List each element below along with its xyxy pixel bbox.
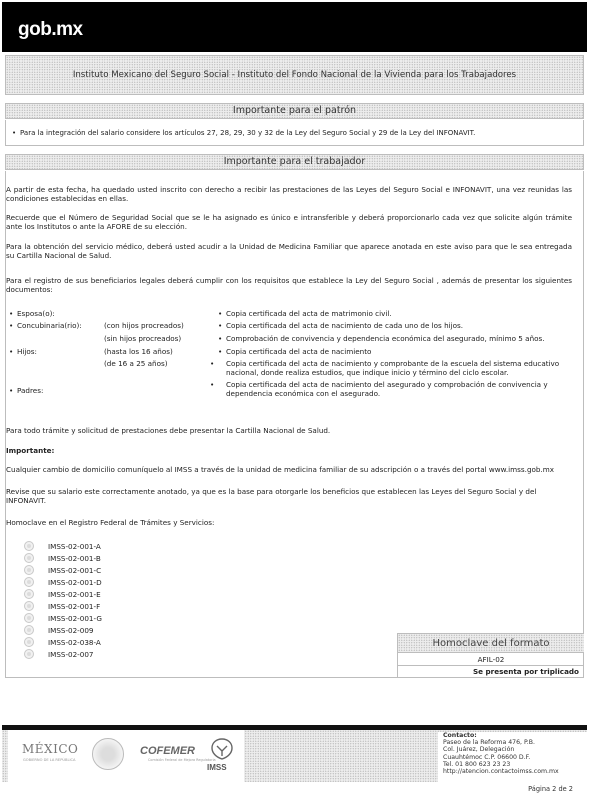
contact-block [438, 732, 587, 782]
code-item: IMSS-02-001-G [24, 613, 102, 623]
seal-icon [24, 541, 34, 551]
footer-logos [8, 730, 244, 782]
seal-icon [24, 601, 34, 611]
contact-link[interactable]: http://atencion.contactoimss.com.mx [443, 768, 559, 776]
seal-icon [24, 565, 34, 575]
worker-paragraph-1: A partir de esta fecha, ha quedado usted inscrito con derecho a recibir las prestaciones de las Leyes del Seguro Social e INFONAVIT, una vez reunidas las condiciones establecidas en ellas. [6, 185, 572, 204]
code-item: IMSS-02-009 [24, 625, 94, 635]
gobmx-logo[interactable]: gob.mx [18, 19, 83, 40]
document-item: • Copia certificada del acta de nacimiento y comprobante de la escuela del sistema educativo nacional, donde realiza estudios, que indique inicio y término del ciclo escolar. [218, 359, 568, 377]
header-bar [2, 2, 587, 52]
contact-address: Paseo de la Reforma 476, P.B. [443, 739, 535, 747]
document-item: • Comprobación de convivencia y dependencia económica del asegurado, mínimo 5 años. [218, 334, 545, 343]
document-item: • Copia certificada del acta de matrimonio civil. [218, 309, 392, 318]
contact-address: Col. Juárez, Delegación [443, 746, 515, 754]
worker-paragraph-5: Para todo trámite y solicitud de prestaciones debe presentar la Cartilla Nacional de Salud. [6, 426, 331, 435]
mexico-logo: MÉXICO [22, 742, 79, 756]
code-item: IMSS-02-001-E [24, 589, 101, 599]
beneficiary-spouse: • Esposa(o): [9, 309, 55, 318]
page-number: Página 2 de 2 [528, 785, 573, 793]
employer-section [5, 120, 584, 146]
format-key-code: AFIL-02 [398, 653, 584, 666]
beneficiary-partner: • Concubinaria(rio): [9, 321, 82, 330]
institution-name: Instituto Mexicano del Seguro Social - Instituto del Fondo Nacional de la Vivienda para los Trabajadores [72, 70, 517, 80]
important-label: Importante: [6, 446, 55, 455]
format-key-box [397, 633, 584, 678]
mexico-logo-subtitle: GOBIERNO DE LA REPÚBLICA [23, 758, 76, 762]
children-up-to-16: (hasta los 16 años) [104, 347, 173, 356]
seal-icon [24, 649, 34, 659]
worker-paragraph-8: Homoclave en el Registro Federal de Trámites y Servicios: [6, 518, 215, 527]
document-item: • Copia certificada del acta de nacimiento del asegurado y comprobación de convivencia y dependencia económica con el asegurado. [218, 380, 568, 398]
worker-paragraph-3: Para la obtención del servicio médico, deberá usted acudir a la Unidad de Medicina Familiar que aparece anotada en este aviso para que le sea entregada su Cartilla Nacional de Salud. [6, 242, 572, 261]
employer-item: • Para la integración del salario considere los artículos 27, 28, 29, 30 y 32 de la Ley del Seguro Social y 29 de la Ley del INFONAVIT. [12, 129, 475, 138]
beneficiary-children: • Hijos: [9, 347, 37, 356]
institution-banner [5, 55, 584, 95]
code-item: IMSS-02-001-B [24, 553, 101, 563]
seal-icon [24, 577, 34, 587]
code-item: IMSS-02-001-D [24, 577, 102, 587]
section-worker-title [5, 154, 584, 170]
code-item: IMSS-02-038-A [24, 637, 101, 647]
seal-icon [24, 625, 34, 635]
cofemer-logo: COFEMER [140, 745, 195, 757]
seal-icon [24, 613, 34, 623]
partner-with-children: (con hijos procreados) [104, 321, 184, 330]
document-item: • Copia certificada del acta de nacimiento [218, 347, 371, 356]
worker-title-text: Importante para el trabajador [223, 156, 366, 167]
cofemer-logo-subtitle: Comisión Federal de Mejora Regulatoria [148, 758, 216, 762]
footer [2, 730, 587, 782]
contact-address: Cuauhtémoc C.P. 06600 D.F. [443, 753, 531, 761]
imss-logo: IMSS [207, 763, 227, 772]
national-seal-icon [92, 738, 124, 770]
worker-paragraph-7: Revise que su salario este correctamente anotado, ya que es la base para otorgarle los beneficios que establecen las Leyes del Seguro Social y del INFONAVIT. [6, 487, 537, 506]
worker-paragraph-2: Recuerde que el Número de Seguridad Social que se le ha asignado es único e intransferible y deberá proporcionarlo cada vez que solicite algún trámite ante los Institutos o ante la AFORE de su elección. [6, 213, 572, 232]
partner-without-children: (sin hijos procreados) [104, 334, 182, 343]
seal-icon [24, 589, 34, 599]
children-16-to-25: (de 16 a 25 años) [104, 359, 168, 368]
worker-paragraph-4: Para el registro de sus beneficiarios legales deberá cumplir con los requisitos que establece la Ley del Seguro Social , además de presentar los siguientes documentos: [6, 276, 572, 295]
contact-phone: Tel. 01 800 623 23 23 [443, 760, 511, 768]
format-key-note: Se presenta por triplicado [472, 667, 579, 676]
section-employer-title [5, 103, 584, 119]
worker-paragraph-6: Cualquier cambio de domicilio comuníquelo al IMSS a través de la unidad de medicina familiar de su adscripción o a través del portal www.imss.gob.mx [6, 465, 555, 474]
format-key-title: Homoclave del formato [398, 633, 584, 653]
code-item: IMSS-02-001-A [24, 541, 101, 551]
code-item: IMSS-02-007 [24, 649, 94, 659]
document-item: • Copia certificada del acta de nacimiento de cada uno de los hijos. [218, 321, 463, 330]
employer-title-text: Importante para el patrón [232, 105, 357, 116]
code-item: IMSS-02-001-C [24, 565, 101, 575]
code-item: IMSS-02-001-F [24, 601, 100, 611]
seal-icon [24, 637, 34, 647]
seal-icon [24, 553, 34, 563]
beneficiary-parents: • Padres: [9, 386, 43, 395]
imss-eagle-icon [208, 737, 236, 761]
contact-label: Contacto: [443, 732, 477, 739]
